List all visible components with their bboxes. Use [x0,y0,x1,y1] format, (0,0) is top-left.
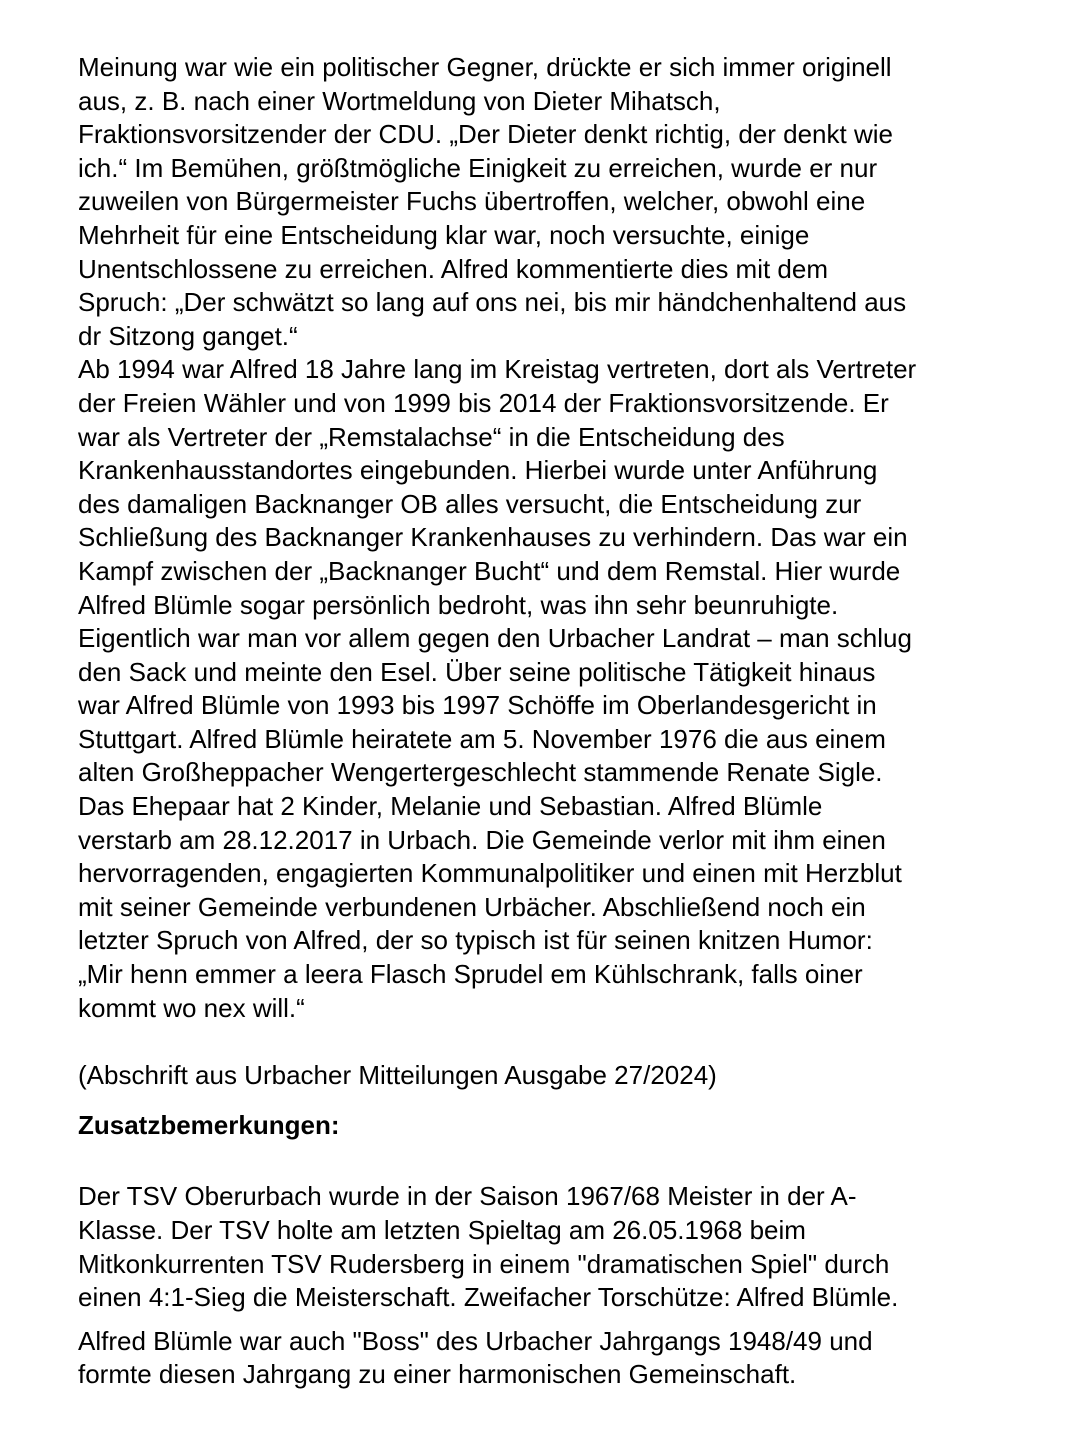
text-line: Schließung des Backnanger Krankenhauses zu verhindern. Das war ein [78,522,908,553]
text-line: formte diesen Jahrgang zu einer harmonischen Gemeinschaft. [78,1359,797,1390]
text-line: Fraktionsvorsitzender der CDU. „Der Dieter denkt richtig, der denkt wie [78,119,893,150]
text-line: mit seiner Gemeinde verbundenen Urbächer. Abschließend noch ein [78,891,866,922]
paragraph-4 [78,1325,1028,1392]
text-line: Alfred Blümle sogar persönlich bedroht, was ihn sehr beunruhigte. [78,589,839,620]
text-line: hervorragenden, engagierten Kommunalpolitiker und einen mit Herzblut [78,858,902,889]
text-line: den Sack und meinte den Esel. Über seine politische Tätigkeit hinaus [78,656,876,687]
document-page [78,51,1028,1392]
text-line: des damaligen Backnanger OB alles versucht, die Entscheidung zur [78,488,862,519]
text-line: letzter Spruch von Alfred, der so typisch ist für seinen knitzen Humor: [78,925,873,956]
paragraph-3 [78,1180,1028,1314]
paragraph-2 [78,353,1028,1025]
text-line: Meinung war wie ein politischer Gegner, drückte er sich immer originell [78,52,892,82]
section-heading: Zusatzbemerkungen: [78,1109,340,1140]
text-line: ich.“ Im Bemühen, größtmögliche Einigkeit zu erreichen, wurde er nur [78,152,878,183]
text-line: war Alfred Blümle von 1993 bis 1997 Schöffe im Oberlandesgericht in [78,690,877,721]
text-line: verstarb am 28.12.2017 in Urbach. Die Gemeinde verlor mit ihm einen [78,824,886,855]
text-line: Alfred Blümle war auch "Boss" des Urbacher Jahrgangs 1948/49 und [78,1325,873,1356]
text-line: aus, z. B. nach einer Wortmeldung von Dieter Mihatsch, [78,85,721,116]
text-line: Stuttgart. Alfred Blümle heiratete am 5. November 1976 die aus einem [78,723,886,754]
paragraph-1 [78,51,1028,353]
blank-line [78,1142,1028,1180]
text-line: „Mir henn emmer a leera Flasch Sprudel em Kühlschrank, falls oiner [78,959,863,990]
text-line: Mehrheit für eine Entscheidung klar war, noch versuchte, einige [78,219,810,250]
text-line: alten Großheppacher Wengertergeschlecht stammende Renate Sigle. [78,757,883,788]
text-line: Unentschlossene zu erreichen. Alfred kommentierte dies mit dem [78,253,829,284]
text-line: kommt wo nex will.“ [78,992,305,1023]
text-line: Krankenhausstandortes eingebunden. Hierbei wurde unter Anführung [78,455,878,486]
text-line: dr Sitzong ganget.“ [78,320,298,351]
text-line: Kampf zwischen der „Backnanger Bucht“ und dem Remstal. Hier wurde [78,555,901,586]
text-line: Ab 1994 war Alfred 18 Jahre lang im Kreistag vertreten, dort als Vertreter [78,354,917,385]
text-line: einen 4:1-Sieg die Meisterschaft. Zweifacher Torschütze: Alfred Blümle. [78,1282,899,1313]
source-note: (Abschrift aus Urbacher Mitteilungen Ausgabe 27/2024) [78,1060,717,1091]
text-line: der Freien Wähler und von 1999 bis 2014 der Fraktionsvorsitzende. Er [78,387,889,418]
text-line: Eigentlich war man vor allem gegen den Urbacher Landrat – man schlug [78,623,912,654]
text-line: Das Ehepaar hat 2 Kinder, Melanie und Sebastian. Alfred Blümle [78,791,823,822]
text-line: Spruch: „Der schwätzt so lang auf ons nei, bis mir händchenhaltend aus [78,287,907,318]
text-line: war als Vertreter der „Remstalachse“ in die Entscheidung des [78,421,785,452]
text-line: Mitkonkurrenten TSV Rudersberg in einem "dramatischen Spiel" durch [78,1248,890,1279]
text-line: Klasse. Der TSV holte am letzten Spieltag am 26.05.1968 beim [78,1215,806,1245]
text-line: Der TSV Oberurbach wurde in der Saison 1967/68 Meister in der A- [78,1181,857,1212]
text-line: zuweilen von Bürgermeister Fuchs übertroffen, welcher, obwohl eine [78,186,866,217]
blank-line [78,1025,1028,1059]
